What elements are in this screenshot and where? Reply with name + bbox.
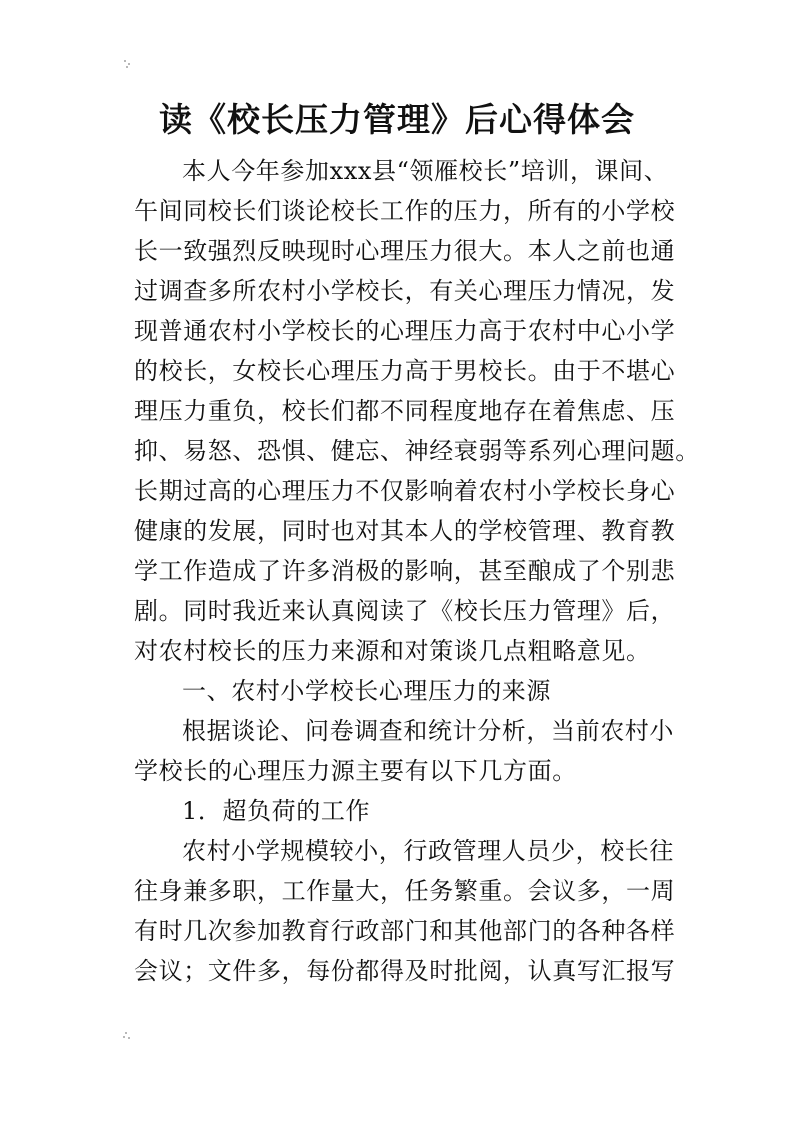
body-line: 的校长，女校长心理压力高于男校长。由于不堪心	[134, 357, 676, 385]
subsection-heading: 1．超负荷的工作	[182, 797, 371, 825]
body-line: 健康的发展，同时也对其本人的学校管理、教育教	[134, 517, 676, 545]
section-heading: 一、农村小学校长心理压力的来源	[182, 677, 551, 705]
scan-corner-mark	[122, 1030, 134, 1042]
body-line: 剧。同时我近来认真阅读了《校长压力管理》后，	[134, 597, 676, 625]
body-line: 本人今年参加xxx县“领雁校长”培训，课间、	[182, 157, 669, 185]
body-line: 对农村校长的压力来源和对策谈几点粗略意见。	[134, 637, 651, 665]
body-line: 现普通农村小学校长的心理压力高于农村中心小学	[134, 317, 676, 345]
body-line: 长期过高的心理压力不仅影响着农村小学校长身心	[134, 477, 676, 505]
body-line: 长一致强烈反映现时心理压力很大。本人之前也通	[134, 237, 676, 265]
body-line: 农村小学规模较小，行政管理人员少，校长往	[182, 837, 674, 865]
body-line: 根据谈论、问卷调查和统计分析，当前农村小	[182, 717, 674, 745]
body-line: 过调查多所农村小学校长，有关心理压力情况，发	[134, 277, 676, 305]
body-line: 理压力重负，校长们都不同程度地存在着焦虑、压	[134, 397, 676, 425]
scan-corner-mark	[122, 58, 134, 70]
body-line: 学校长的心理压力源主要有以下几方面。	[134, 757, 577, 785]
body-line: 有时几次参加教育行政部门和其他部门的各种各样	[134, 917, 676, 945]
document-title: 读《校长压力管理》后心得体会	[159, 100, 635, 139]
body-line: 午间同校长们谈论校长工作的压力，所有的小学校	[134, 197, 676, 225]
body-line: 学工作造成了许多消极的影响，甚至酿成了个别悲	[134, 557, 676, 585]
body-line: 会议；文件多，每份都得及时批阅，认真写汇报写	[134, 957, 676, 985]
body-line: 往身兼多职，工作量大，任务繁重。会议多，一周	[134, 877, 676, 905]
body-line: 抑、易怒、恐惧、健忘、神经衰弱等系列心理问题。	[134, 437, 700, 465]
